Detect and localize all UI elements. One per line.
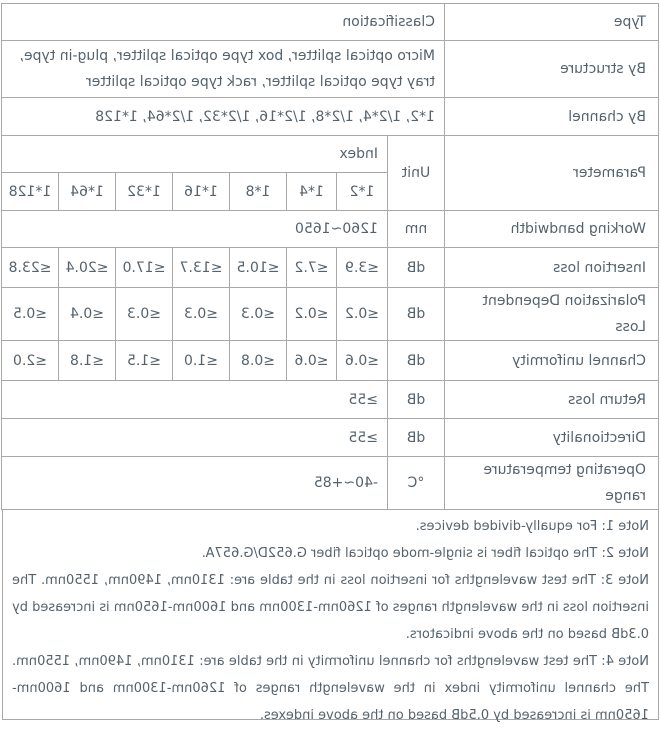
by-structure-value: Micro optical splitter, box type optical splitter, plug-in type, tray type optical splitter, rack type optical splitter (2, 41, 445, 98)
note-1: Note 1: For equally-divided devices. (415, 519, 649, 534)
optical-splitter-spec-sheet (2, 3, 659, 723)
pdl-value: ≤0.2 (337, 288, 388, 341)
insertion-loss-value: ≤17.0 (116, 248, 173, 288)
return-loss-value: ≥55 (2, 381, 388, 419)
channel-uniformity-value: ≤2.0 (2, 341, 59, 381)
parameter-label: Parameter (445, 136, 659, 211)
operating-temperature-label: Operating temperature range (445, 457, 659, 510)
table-row (2, 341, 659, 381)
working-bandwidth-label: Working bandwidth (445, 211, 659, 248)
channel-column-header: 1*32 (116, 173, 173, 211)
unit-header: Unit (388, 136, 445, 211)
directionality-unit: dB (388, 419, 445, 457)
directionality-value: ≥55 (2, 419, 388, 457)
classification-table (1, 3, 659, 136)
by-structure-label: By structure (445, 41, 659, 98)
insertion-loss-value: ≤7.2 (287, 248, 337, 288)
pdl-value: ≤0.3 (230, 288, 287, 341)
channel-uniformity-label: Channel uniformity (445, 341, 659, 381)
by-channel-label: By channel (445, 98, 659, 136)
index-header: Index (2, 136, 388, 173)
channel-uniformity-value: ≤0.6 (337, 341, 388, 381)
table-row (2, 288, 659, 341)
channel-uniformity-value: ≤1.5 (116, 341, 173, 381)
pdl-value: ≤0.2 (287, 288, 337, 341)
pdl-value: ≤0.3 (116, 288, 173, 341)
note-3: Note 3: The test wavelengths for insertion loss in the table are: 1310nm, 1490nm, 1550nm. The insertion loss in the wavelength ranges of 1260nm-1300nm and 1600nm-1650nm is increased by 0.3dB based on the above indicators. (12, 573, 649, 642)
pdl-value: ≤0.3 (173, 288, 230, 341)
return-loss-label: Return loss (445, 381, 659, 419)
insertion-loss-value: ≤10.5 (230, 248, 287, 288)
channel-column-header: 1*4 (287, 173, 337, 211)
insertion-loss-value: ≤13.7 (173, 248, 230, 288)
table-row (2, 457, 659, 510)
bottom-table (1, 380, 659, 510)
table-row (2, 419, 659, 457)
table-row (2, 98, 659, 136)
directionality-label: Directionality (445, 419, 659, 457)
channel-uniformity-value: ≤0.6 (287, 341, 337, 381)
by-channel-value: 1*2, 1/2*4, 1/2*8, 1/2*16, 1/2*32, 1/2*64, 1*128 (2, 98, 445, 136)
notes-section (2, 509, 659, 723)
note-2: Note 2: The optical fiber is single-mode optical fiber G.652D/G.657A. (201, 546, 649, 561)
table-row (2, 41, 659, 98)
channel-uniformity-value: ≤0.8 (230, 341, 287, 381)
channel-uniformity-value: ≤1.8 (59, 341, 116, 381)
pdl-label: Polarization Dependent Loss (445, 288, 659, 341)
type-label: Type (445, 4, 659, 41)
parameter-table (1, 135, 659, 381)
pdl-value: ≤0.4 (59, 288, 116, 341)
pdl-unit: dB (388, 288, 445, 341)
operating-temperature-unit: °C (388, 457, 445, 510)
channel-column-header: 1*2 (337, 173, 388, 211)
table-row (2, 381, 659, 419)
working-bandwidth-value: 1260~1650 (2, 211, 388, 248)
table-row (2, 248, 659, 288)
return-loss-unit: dB (388, 381, 445, 419)
type-value: Classification (2, 4, 445, 41)
insertion-loss-value: ≤20.4 (59, 248, 116, 288)
working-bandwidth-unit: nm (388, 211, 445, 248)
mirrored-content (2, 3, 659, 723)
note-4: Note 4: The test wavelengths for channel uniformity in the table are: 1310nm, 1490nm, 1550nm. The channel uniformity index in the wavelength ranges of 1260nm-1300nm and 1600nm-1650nm is increased by 0.5dB based on the above indexes. (12, 654, 649, 723)
channel-column-header: 1*16 (173, 173, 230, 211)
insertion-loss-unit: dB (388, 248, 445, 288)
table-row (2, 136, 659, 173)
channel-column-header: 1*64 (59, 173, 116, 211)
pdl-value: ≤0.5 (2, 288, 59, 341)
table-row (2, 4, 659, 41)
insertion-loss-label: Insertion loss (445, 248, 659, 288)
operating-temperature-value: -40~+85 (2, 457, 388, 510)
insertion-loss-value: ≤3.9 (337, 248, 388, 288)
insertion-loss-value: ≤23.8 (2, 248, 59, 288)
channel-uniformity-unit: dB (388, 341, 445, 381)
table-row (2, 211, 659, 248)
channel-column-header: 1*8 (230, 173, 287, 211)
channel-uniformity-value: ≤1.0 (173, 341, 230, 381)
channel-column-header: 1*128 (2, 173, 59, 211)
